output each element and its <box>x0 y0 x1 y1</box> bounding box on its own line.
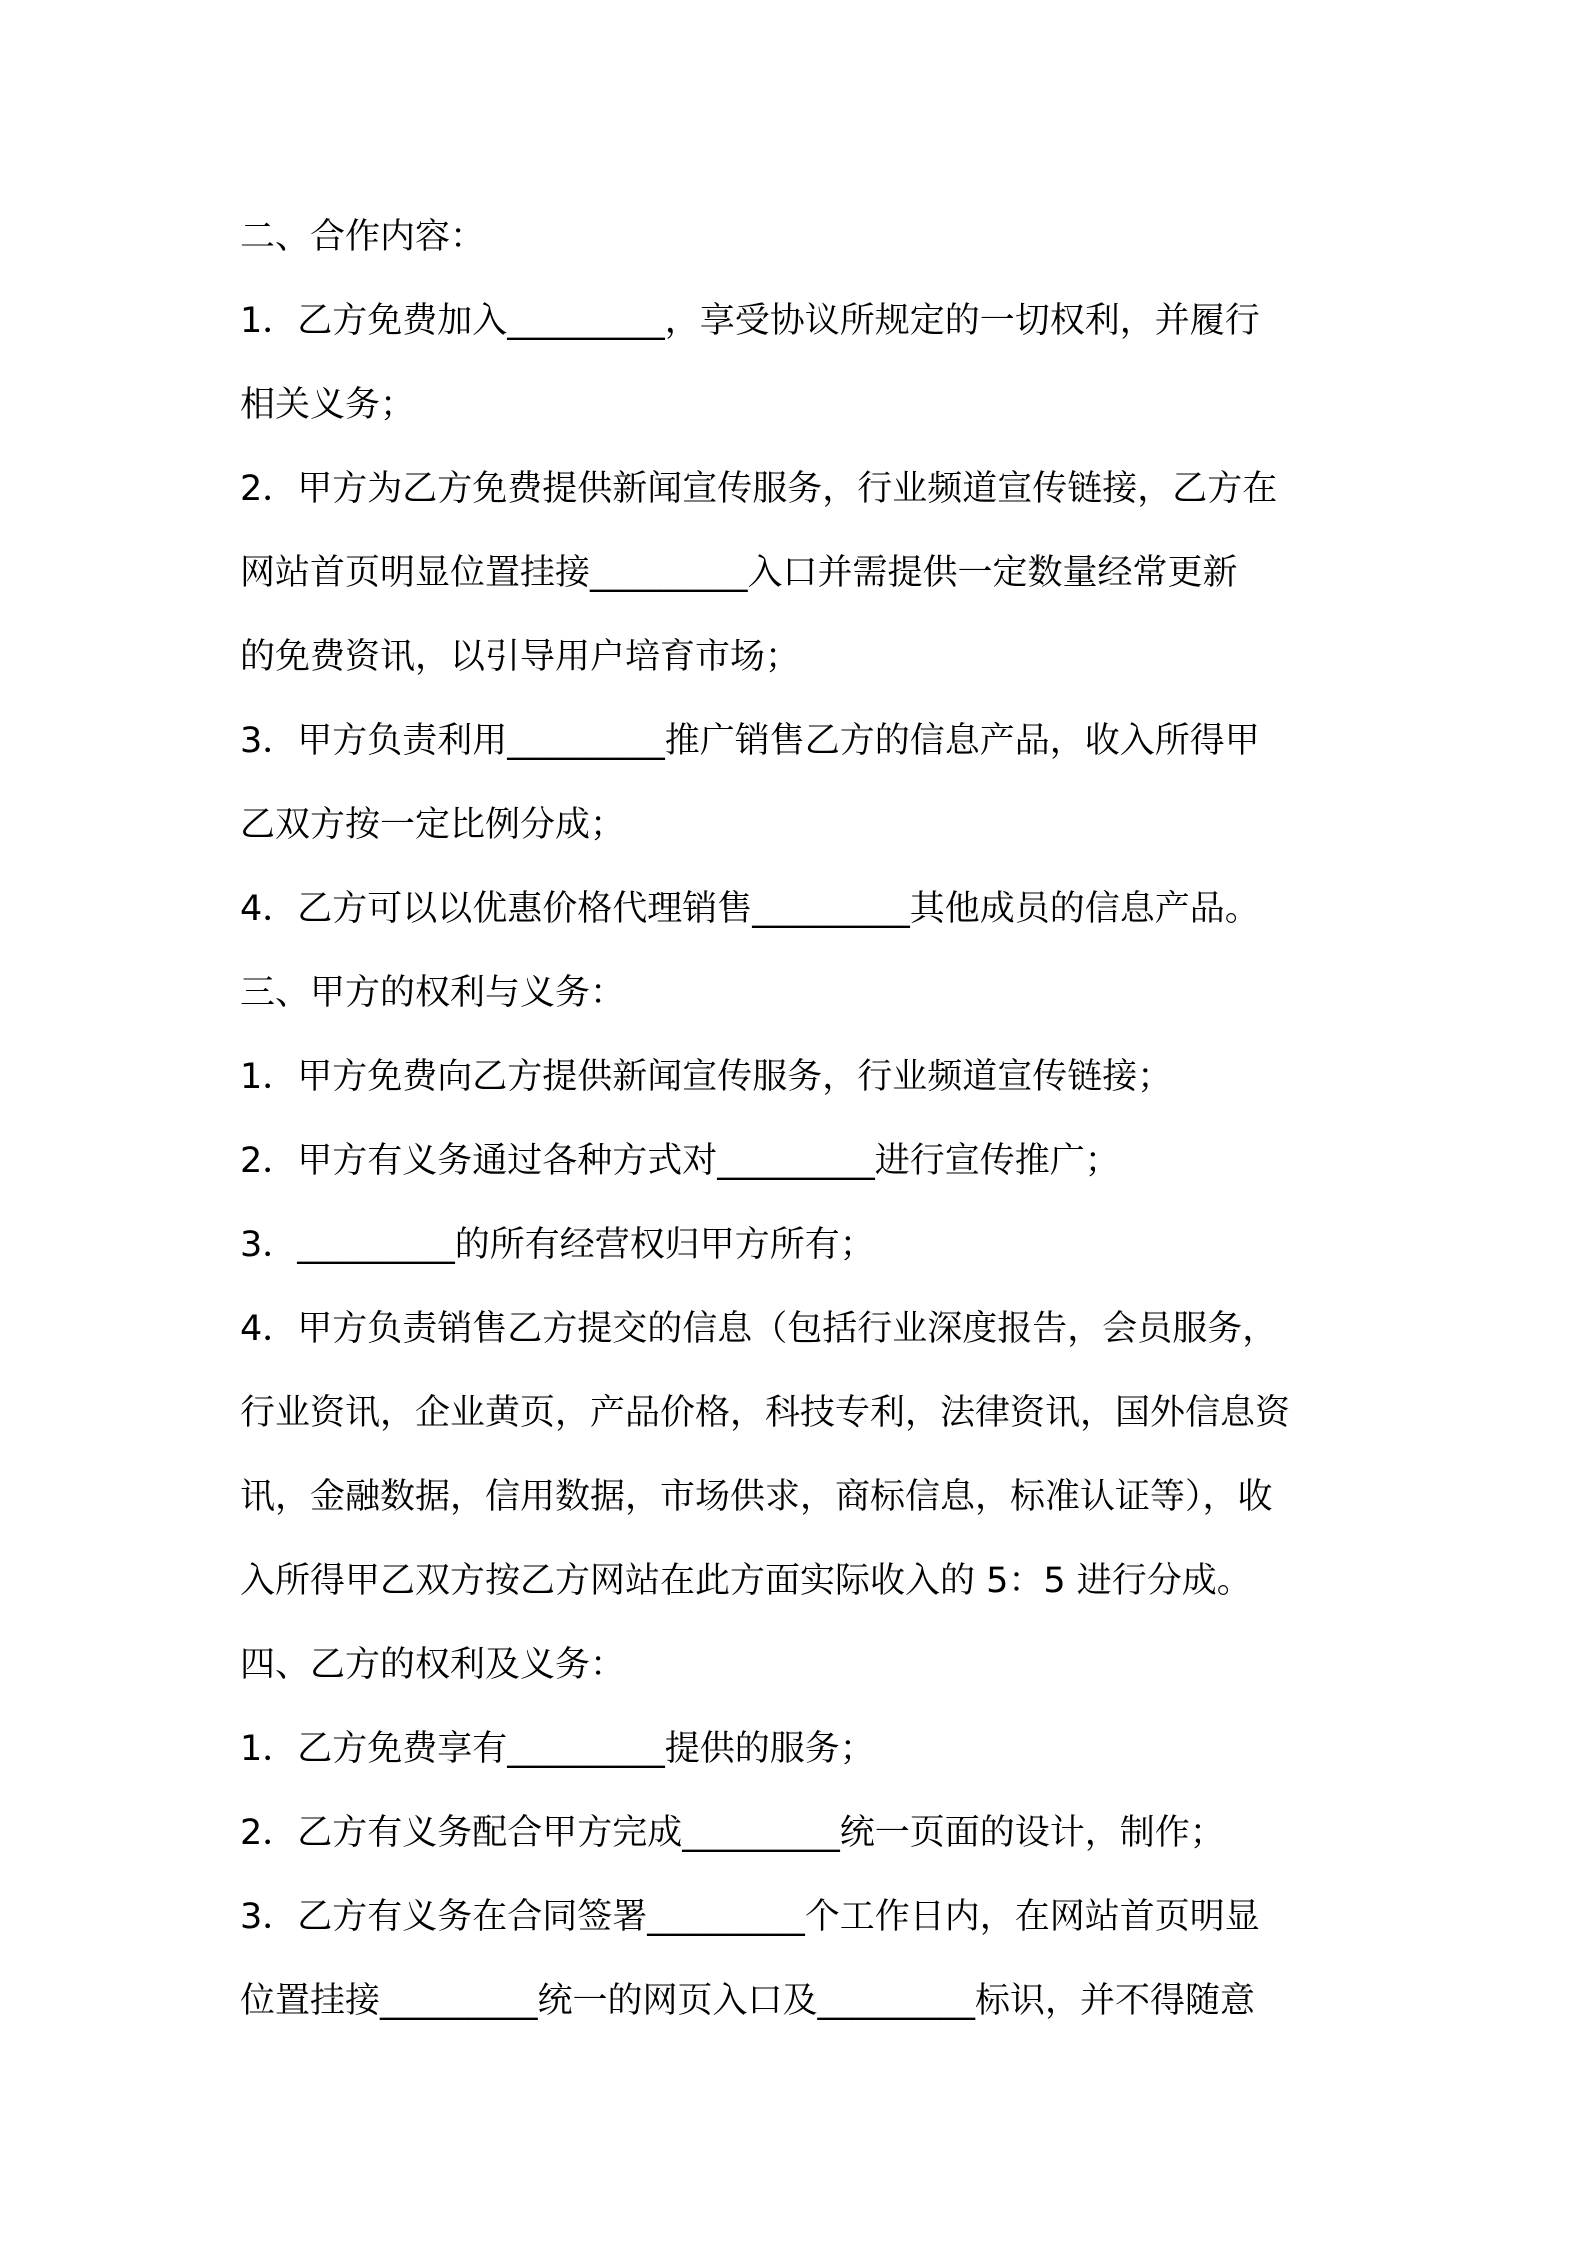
paragraph-line: 入所得甲乙双方按乙方网站在此方面实际收入的 5：5 进行分成。 <box>240 1561 1252 1601</box>
paragraph-line: 1．甲方免费向乙方提供新闻宣传服务，行业频道宣传链接； <box>240 1057 1173 1097</box>
paragraph-line: 网站首页明显位置挂接_________入口并需提供一定数量经常更新 <box>240 553 1238 593</box>
paragraph-line: 4．乙方可以以优惠价格代理销售_________其他成员的信息产品。 <box>240 889 1260 929</box>
paragraph-line: 2．甲方为乙方免费提供新闻宣传服务，行业频道宣传链接，乙方在 <box>240 469 1278 509</box>
paragraph-line: 3．乙方有义务在合同签署_________个工作日内，在网站首页明显 <box>240 1897 1260 1937</box>
paragraph-line: 相关义务； <box>240 385 416 425</box>
paragraph-line: 的免费资讯，以引导用户培育市场； <box>240 637 801 677</box>
section-heading-party-b-rights: 四、乙方的权利及义务： <box>240 1645 626 1685</box>
paragraph-line: 行业资讯，企业黄页，产品价格，科技专利，法律资讯，国外信息资 <box>240 1393 1291 1433</box>
paragraph-line: 1．乙方免费加入_________，享受协议所规定的一切权利，并履行 <box>240 301 1260 341</box>
paragraph-line: 3．_________的所有经营权归甲方所有； <box>240 1225 875 1265</box>
paragraph-line: 2．甲方有义务通过各种方式对_________进行宣传推广； <box>240 1141 1120 1181</box>
document-body <box>240 195 1352 2043</box>
paragraph-line: 1．乙方免费享有_________提供的服务； <box>240 1729 875 1769</box>
paragraph-line: 2．乙方有义务配合甲方完成_________统一页面的设计，制作； <box>240 1813 1225 1853</box>
paragraph-line: 4．甲方负责销售乙方提交的信息（包括行业深度报告，会员服务， <box>240 1309 1278 1349</box>
section-heading-cooperation: 二、合作内容： <box>240 217 486 257</box>
paragraph-line: 3．甲方负责利用_________推广销售乙方的信息产品，收入所得甲 <box>240 721 1260 761</box>
paragraph-line: 位置挂接_________统一的网页入口及_________标识，并不得随意 <box>240 1981 1256 2021</box>
paragraph-line: 讯，金融数据，信用数据，市场供求，商标信息，标准认证等），收 <box>240 1477 1273 1517</box>
section-heading-party-a-rights: 三、甲方的权利与义务： <box>240 973 626 1013</box>
paragraph-line: 乙双方按一定比例分成； <box>240 805 626 845</box>
